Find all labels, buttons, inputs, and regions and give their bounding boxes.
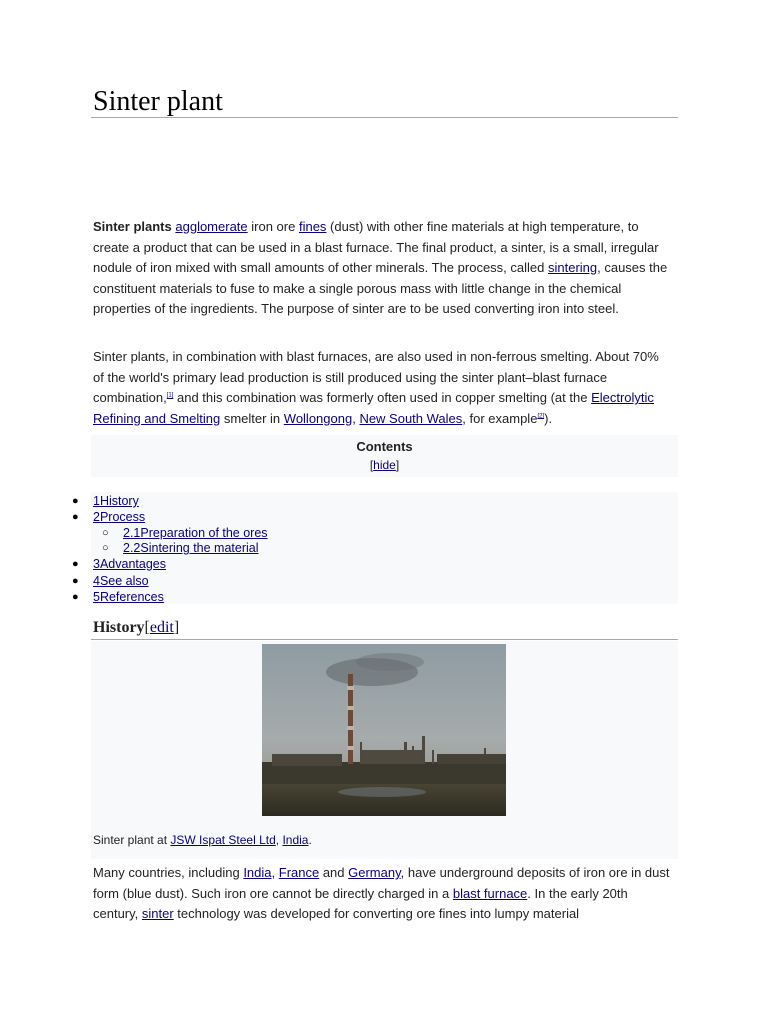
intro-paragraph: Sinter plants agglomerate iron ore fines (dust) with other fine materials at high temperature, to create a product that can be used in a blast furnace. The final product, a sinter, is a small, irregular nodule of iron mixed with small amounts of other minerals. The process, called sintering, causes the constituent materials to fuse to make a single porous mass with little change in the chemical properties of the ingredients. The purpose of sinter are to be used converting iron into steel. bbox=[93, 219, 668, 317]
toc-item-references[interactable]: ● 5References bbox=[72, 590, 164, 604]
section-divider bbox=[91, 639, 678, 640]
toc-header bbox=[91, 435, 678, 477]
page-title: Sinter plant bbox=[93, 86, 223, 117]
bullet-icon: ● bbox=[72, 511, 79, 523]
link-india-caption[interactable]: India bbox=[282, 833, 309, 847]
toc-item-sintering[interactable]: ○ 2.2Sintering the material bbox=[102, 541, 259, 555]
toc-item-see-also[interactable]: ● 4See also bbox=[72, 574, 149, 588]
toc-hide-link[interactable]: hide bbox=[373, 458, 396, 472]
link-fines[interactable]: fines bbox=[298, 219, 327, 234]
bullet-icon: ● bbox=[72, 495, 79, 507]
circle-bullet-icon: ○ bbox=[102, 527, 109, 539]
sinter-plant-photo[interactable] bbox=[262, 644, 506, 816]
nonferrous-paragraph: Sinter plants, in combination with blast furnaces, are also used in non-ferrous smelting. About 70% of the world's primary lead production is still produced using the sinter plant–blast furnace combination,[1] and this combination was formerly often used in copper smelting (at the Electrolytic Refining and Smelting smelter in Wollongong, New South Wales, for example[2]). bbox=[93, 349, 659, 426]
toc-item-process[interactable]: ● 2Process bbox=[72, 510, 146, 524]
reference-2[interactable]: [2] bbox=[537, 413, 545, 420]
link-sintering[interactable]: sintering bbox=[547, 260, 598, 276]
link-jsw-ispat[interactable]: JSW Ispat Steel Ltd bbox=[170, 833, 276, 847]
bullet-icon: ● bbox=[72, 575, 79, 587]
toc-item-advantages[interactable]: ● 3Advantages bbox=[72, 557, 166, 571]
term-sinter-plants: Sinter plants bbox=[93, 219, 172, 234]
title-divider bbox=[91, 117, 678, 118]
edit-link[interactable]: edit bbox=[149, 619, 174, 636]
history-paragraph: Many countries, including India, France and Germany, have underground deposits of iron ore in dust form (blue dust). Such iron ore cannot be directly charged in a blast furnace. In the early 20th century, sinter technology was developed for converting ore fines into lumpy material bbox=[93, 865, 670, 922]
link-agglomerate[interactable]: agglomerate bbox=[175, 219, 248, 234]
link-electrolytic-refining[interactable]: Electrolytic Refining and Smelting bbox=[93, 390, 654, 426]
link-new-south-wales[interactable]: New South Wales bbox=[359, 410, 463, 426]
toc-list bbox=[72, 492, 678, 604]
toc-toggle: [hide] bbox=[369, 458, 400, 472]
link-blast-furnace[interactable]: blast furnace bbox=[452, 885, 528, 901]
link-france[interactable]: France bbox=[278, 865, 320, 880]
reference-1[interactable]: [1] bbox=[166, 392, 174, 399]
link-sinter[interactable]: sinter bbox=[141, 906, 174, 922]
section-heading-history: History[edit] bbox=[93, 619, 180, 636]
link-india[interactable]: India bbox=[243, 865, 272, 880]
toc-item-preparation[interactable]: ○ 2.1Preparation of the ores bbox=[102, 526, 268, 540]
toc-item-history[interactable]: ● 1History bbox=[72, 494, 139, 508]
link-germany[interactable]: Germany bbox=[348, 865, 401, 880]
circle-bullet-icon: ○ bbox=[102, 542, 109, 554]
toc-title: Contents bbox=[356, 439, 413, 454]
bullet-icon: ● bbox=[72, 591, 79, 603]
figure-caption: Sinter plant at JSW Ispat Steel Ltd, India. bbox=[93, 833, 312, 847]
link-wollongong[interactable]: Wollongong bbox=[283, 410, 353, 426]
bullet-icon: ● bbox=[72, 558, 79, 570]
figure bbox=[91, 641, 678, 859]
